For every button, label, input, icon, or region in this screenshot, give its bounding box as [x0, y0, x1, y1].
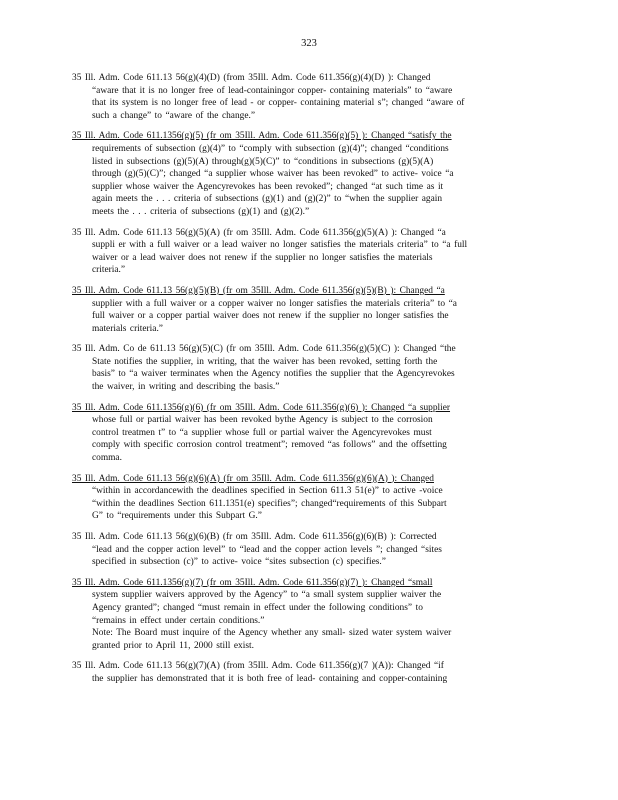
entry-text-line: “lead and the copper action level” to “lead and the copper action levels ”; changed “sites [92, 544, 442, 555]
entry-citation-line [72, 577, 547, 590]
entry-text-line: supplier with a full waiver or a copper waiver no longer satisfies the materials criteria” to “a [92, 298, 457, 309]
entry-citation-line: 35 Ill. Adm. Code 611.13 56(g)(6)(B) (fr om 35Ill. Adm. Code 611.356(g)(6)(B) ): Corrected [72, 532, 437, 542]
amendment-notes [72, 72, 547, 694]
entry-citation-line [72, 285, 547, 298]
amendment-entry [72, 402, 547, 465]
entry-citation-line: 35 Ill. Adm. Co de 611.13 56(g)(5)(C) (fr om 35Ill. Adm. Code 611.356(g)(5)(C) ): Changed “the [72, 344, 456, 355]
entry-text-line: control treatmen t” to “a supplier whose full or partial waiver the Agencyrevokes must [92, 427, 432, 438]
entry-citation-line: 35 Ill. Adm. Code 611.13 56(g)(5)(A) (fr om 35Ill. Adm. Code 611.356(g)(5)(A) ): Changed “a [72, 227, 446, 238]
entry-text-line: meets the . . . criteria of subsections (g)(1) and (g)(2).” [92, 206, 310, 217]
amendment-entry [72, 531, 547, 569]
underlined-citation: 35 Ill. Adm. Code 611.1356(g)(7) (fr om 35Ill. Adm. Code 611.356(g)(7) ): Changed “small [72, 577, 433, 588]
entry-text-line: full waiver or a copper partial waiver does not renew if the supplier no longer satisfies the [92, 311, 449, 322]
underlined-citation: 35 Ill. Adm. Code 611.1356(g)(6) (fr om 35Ill. Adm. Code 611.356(g)(6) ): Changed “a supplier [72, 402, 451, 413]
entry-text-line: the supplier has demonstrated that it is both free of lead- containing and copper-containing [92, 673, 448, 684]
underlined-citation: 35 Ill. Adm. Code 611.13 56(g)(5)(B) (fr om 35Ill. Adm. Code 611.356(g)(5)(B) ): Changed “a [72, 285, 445, 296]
amendment-entry [72, 577, 547, 653]
entry-text-line: criteria.” [92, 265, 126, 276]
entry-text-line: “aware that it is no longer free of lead-containingor copper- containing materials” to “aware [92, 85, 453, 96]
entry-text-line: requirements of subsection (g)(4)” to “comply with subsection (g)(4)”; changed “conditions [92, 143, 449, 154]
entry-text-line: system supplier waivers approved by the Agency” to “a small system supplier waiver the [92, 590, 442, 601]
entry-text-line: “remains in effect under certain conditions.” [92, 615, 265, 626]
entry-text-line: granted prior to April 11, 2000 still exist. [92, 640, 254, 651]
entry-text-line: materials criteria.” [92, 323, 163, 334]
entry-text-line: “within the deadlines Section 611.1351(e) specifies”; changed“requirements of this Subpart [92, 498, 447, 509]
entry-text-line: specified in subsection (c)” to active- voice “sites subsection (c) specifies.” [92, 557, 386, 568]
amendment-entry [72, 130, 547, 218]
amendment-entry [72, 343, 547, 393]
entry-text-line: the waiver, in writing and describing the basis.” [92, 382, 280, 393]
entry-text-line: State notifies the supplier, in writing, that the waiver has been revoked, setting forth the [92, 356, 438, 367]
entry-text-line: “within in accordancewith the deadlines specified in Section 611.3 51(e)” to active -voice [92, 486, 443, 497]
entry-citation-line: 35 Ill. Adm. Code 611.13 56(g)(7)(A) (from 35Ill. Adm. Code 611.356(g)(7 )(A)): Changed “if [72, 661, 444, 672]
entry-text-line: Note: The Board must inquire of the Agency whether any small- sized water system waiver [92, 628, 452, 639]
amendment-entry [72, 227, 547, 277]
underlined-citation: 35 Ill. Adm. Code 611.1356(g)(5) (fr om 35Ill. Adm. Code 611.356(g)(5) ): Changed “satisfy the [72, 131, 452, 142]
entry-text-line: that its system is no longer free of lead - or copper- containing material s”; changed “aware of [92, 98, 465, 109]
underlined-citation: 35 Ill. Adm. Code 611.13 56(g)(6)(A) (fr om 35Ill. Adm. Code 611.356(g)(6)(A) ): Changed [72, 473, 434, 484]
entry-text-line: G” to “requirements under this Subpart G.” [92, 511, 262, 522]
entry-text-line: waiver or a lead waiver does not renew if the supplier no longer satisfies the materials [92, 252, 433, 263]
entry-text-line: comma. [92, 453, 122, 464]
amendment-entry [72, 660, 547, 685]
entry-citation-line [72, 473, 547, 486]
entry-text-line: basis” to “a waiver terminates when the Agency notifies the supplier that the Agencyrevokes [92, 369, 455, 380]
entry-citation-line: 35 Ill. Adm. Code 611.13 56(g)(4)(D) (from 35Ill. Adm. Code 611.356(g)(4)(D) ): Changed [72, 73, 431, 83]
amendment-entry [72, 285, 547, 335]
entry-citation-line [72, 130, 547, 143]
entry-text-line: through (g)(5)(C)”; changed “a supplier whose waiver has been revoked” to active- voice “a [92, 169, 454, 180]
entry-text-line: again meets the . . . criteria of subsections (g)(1) and (g)(2)” to “when the supplier again [92, 194, 443, 205]
entry-text-line: comply with specific corrosion control treatment”; removed “as follows” and the offsetting [92, 440, 447, 451]
entry-text-line: listed in subsections (g)(5)(A) through(g)(5)(C)” to “conditions in subsections (g)(5)(A) [92, 156, 434, 167]
entry-text-line: such a change” to “aware of the change.” [92, 110, 256, 121]
amendment-entry [72, 72, 547, 122]
amendment-entry [72, 473, 547, 523]
entry-text-line: whose full or partial waiver has been revoked bythe Agency is subject to the corrosion [92, 415, 433, 426]
page-number: 323 [301, 38, 317, 49]
entry-citation-line [72, 402, 547, 415]
entry-text-line: Agency granted”; changed “must remain in effect under the following conditions” to [92, 602, 423, 613]
entry-text-line: suppli er with a full waiver or a lead waiver no longer satisfies the materials criteria” to “a full [92, 240, 468, 251]
entry-text-line: supplier whose waiver the Agencyrevokes has been revoked”; changed “at such time as it [92, 181, 444, 192]
